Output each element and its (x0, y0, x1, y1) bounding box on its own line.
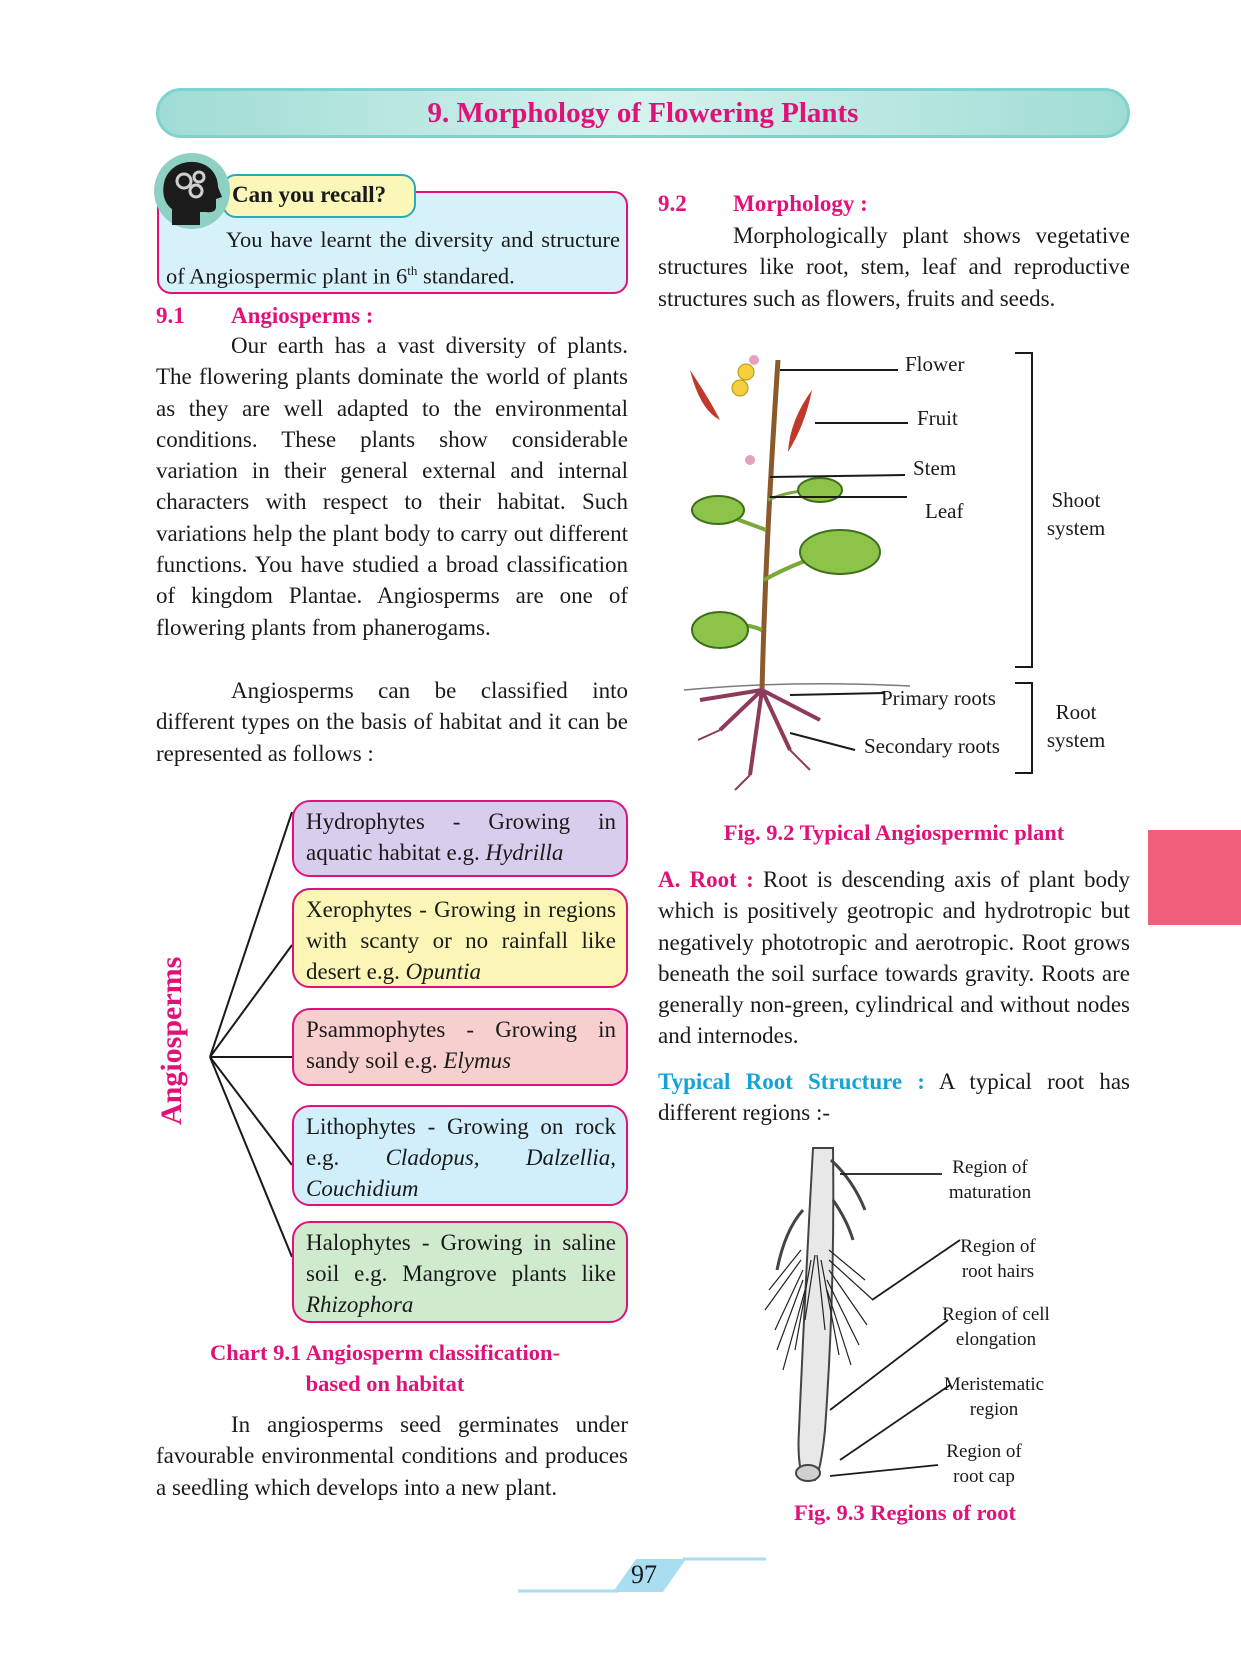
label-fruit: Fruit (917, 406, 958, 430)
label-maturation-1: Region of (952, 1157, 1028, 1178)
typical-root-paragraph: Typical Root Structure : A typical root has different regions :- (658, 1069, 1130, 1126)
page-number: 97 (631, 1560, 657, 1589)
side-tab-marker (1148, 830, 1241, 925)
section-9-1-number: 9.1 (156, 303, 185, 328)
chart-box-psammophytes: Psammophytes - Growing in sandy soil e.g. Elymus (292, 1008, 628, 1086)
fig-9-2-caption: Fig. 9.2 Typical Angiospermic plant (723, 820, 1065, 845)
chart-caption-line2: based on habitat (305, 1371, 465, 1396)
recall-heading: Can you recall? (222, 174, 416, 218)
chart-root-label: Angiosperms (155, 956, 188, 1125)
label-hairs-2: root hairs (961, 1261, 1035, 1282)
thinking-head-icon (154, 153, 230, 229)
chart-box-lithophytes: Lithophytes - Growing on rock e.g. Cladopus, Dalzellia, Couchidium (292, 1105, 628, 1206)
label-meristematic-1: Meristematic (943, 1374, 1045, 1395)
label-shoot-line1: Shoot (1051, 488, 1101, 512)
label-maturation-2: maturation (948, 1182, 1032, 1203)
label-secondary-roots: Secondary roots (864, 734, 1000, 758)
section-9-1-para1: Our earth has a vast diversity of plants. The flowering plants dominate the world of plants as they are well adapted to the environmental conditions. These plants show considerable variation in their general external and internal characters with respect to their habitat. Such variations help the plant body to carry out different functions. You have studied a broad classification of kingdom Plantae. Angiosperms are one of flowering plants from phanerogams. (156, 333, 628, 640)
section-9-2-number: 9.2 (658, 191, 687, 216)
label-primary-roots: Primary roots (881, 686, 996, 710)
chart-caption-line1: Chart 9.1 Angiosperm classification- (210, 1340, 560, 1365)
label-elongation-2: elongation (955, 1329, 1037, 1350)
label-stem: Stem (913, 456, 957, 480)
root-paragraph: A. Root : Root is descending axis of plant body which is positively geotropic and hydrotropic but negatively phototropic and aerotropic. Root grows beneath the soil surface towards gravity. Roots are generally non-green, cylindrical and without nodes and internodes. (658, 867, 1130, 1049)
chapter-title: 9. Morphology of Flowering Plants (156, 88, 1130, 138)
label-shoot-line2: system (1046, 516, 1106, 540)
section-9-1-para2: Angiosperms can be classified into different types on the basis of habitat and it can be represented as follows : (156, 678, 628, 766)
section-9-1-title: Angiosperms : (231, 303, 374, 328)
label-hairs-1: Region of (960, 1236, 1036, 1257)
label-flower: Flower (905, 352, 965, 376)
label-root-line2: system (1046, 728, 1106, 752)
fig-9-3-caption: Fig. 9.3 Regions of root (793, 1500, 1017, 1525)
section-9-2-para: Morphologically plant shows vegetative structures like root, stem, leaf and reproductive structures such as flowers, fruits and seeds. (658, 223, 1130, 311)
label-meristematic-2: region (969, 1399, 1019, 1420)
label-leaf: Leaf (925, 499, 964, 523)
label-root-cap-1: Region of (946, 1441, 1022, 1462)
chart-connector-lines (200, 790, 300, 1280)
seed-paragraph: In angiosperms seed germinates under favourable environmental conditions and produces a seedling which develops into a new plant. (156, 1412, 628, 1500)
chart-box-hydrophytes: Hydrophytes - Growing in aquatic habitat e.g. Hydrilla (292, 800, 628, 877)
chart-box-halophytes: Halophytes - Growing in saline soil e.g. Mangrove plants like Rhizophora (292, 1221, 628, 1323)
recall-text: You have learnt the diversity and structure of Angiospermic plant in 6th standared. (166, 227, 620, 289)
label-root-line1: Root (1055, 700, 1097, 724)
chart-box-xerophytes: Xerophytes - Growing in regions with scanty or no rainfall like desert e.g. Opuntia (292, 888, 628, 988)
label-elongation-1: Region of cell (942, 1304, 1050, 1325)
section-9-2-title: Morphology : (733, 191, 868, 216)
label-root-cap-2: root cap (953, 1466, 1015, 1487)
